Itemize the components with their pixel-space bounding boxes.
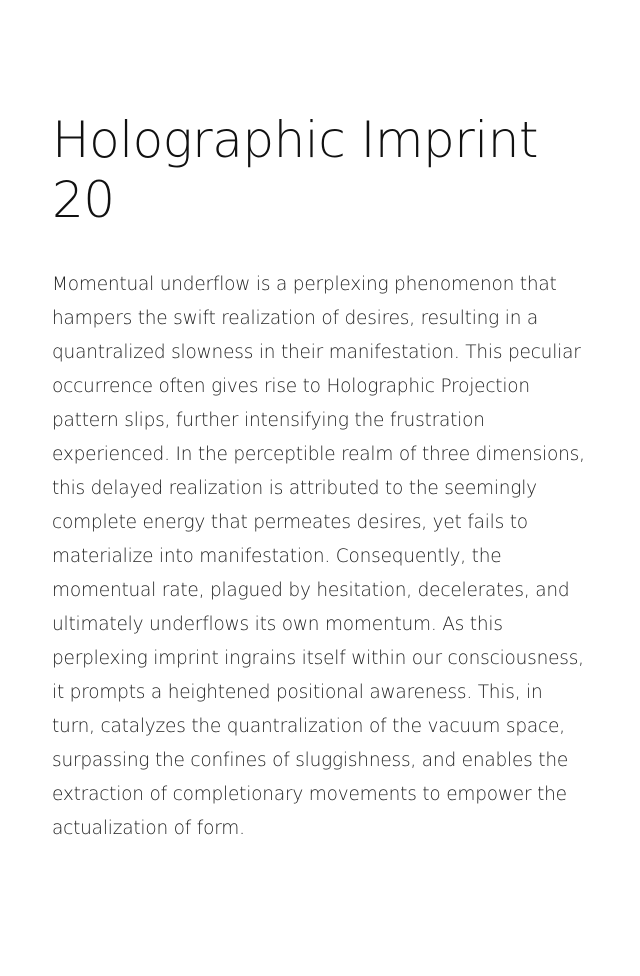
page-title: Holographic Imprint 20 (52, 111, 539, 229)
article (52, 110, 588, 846)
article-body: Momentual underflow is a perplexing phenomenon that hampers the swift realization of desires, resulting in a quantralized slowness in their manifestation. This peculiar occurrence often gives rise to Holographic Projection pattern slips, further intensifying the frustration experienced. In the perceptible realm of three dimensions, this delayed realization is attributed to the seemingly complete energy that permeates desires, yet fails to materialize into manifestation. Consequently, the momentual rate, plagued by hesitation, decelerates, and ultimately underflows its own momentum. As this perplexing imprint ingrains itself within our consciousness, it prompts a heightened positional awareness. This, in turn, catalyzes the quantralization of the vacuum space, surpassing the confines of sluggishness, and enables the extraction of completionary movements to empower the actualization of form. (52, 274, 585, 839)
